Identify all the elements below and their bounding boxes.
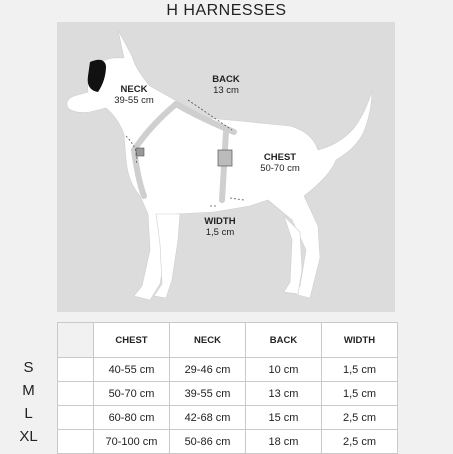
chest-value: 50-70 cm	[260, 163, 300, 174]
width-value: 1,5 cm	[205, 227, 235, 238]
row-spacer	[58, 382, 94, 406]
header-neck: NECK	[170, 323, 246, 358]
cell-neck: 42-68 cm	[170, 406, 246, 430]
size-s: S	[23, 359, 34, 376]
chest-label	[250, 152, 310, 174]
cell-back: 15 cm	[246, 406, 322, 430]
cell-neck: 29-46 cm	[170, 358, 246, 382]
size-table	[57, 322, 398, 454]
chest-title: CHEST	[263, 152, 297, 163]
neck-value: 39-55 cm	[114, 95, 154, 106]
cell-width: 2,5 cm	[322, 406, 398, 430]
cell-chest: 60-80 cm	[94, 406, 170, 430]
header-blank	[58, 323, 94, 358]
row-spacer	[58, 358, 94, 382]
cell-chest: 70-100 cm	[94, 430, 170, 454]
size-column	[0, 356, 57, 448]
cell-back: 18 cm	[246, 430, 322, 454]
harness-clip	[136, 148, 144, 156]
header-width: WIDTH	[322, 323, 398, 358]
cell-chest: 50-70 cm	[94, 382, 170, 406]
back-title: BACK	[212, 74, 240, 85]
header-chest: CHEST	[94, 323, 170, 358]
back-label	[196, 74, 256, 96]
cell-neck: 50-86 cm	[170, 430, 246, 454]
cell-back: 13 cm	[246, 382, 322, 406]
size-table-wrap	[57, 322, 397, 454]
size-m: M	[22, 382, 35, 399]
table-row	[58, 358, 398, 382]
back-value: 13 cm	[213, 85, 239, 96]
table-row	[58, 382, 398, 406]
width-title: WIDTH	[204, 216, 236, 227]
cell-width: 1,5 cm	[322, 358, 398, 382]
cell-chest: 40-55 cm	[94, 358, 170, 382]
row-spacer	[58, 430, 94, 454]
cell-width: 2,5 cm	[322, 430, 398, 454]
cell-width: 1,5 cm	[322, 382, 398, 406]
page-title: H HARNESSES	[166, 2, 287, 19]
table-row	[58, 406, 398, 430]
width-label	[190, 216, 250, 238]
harness-buckle	[218, 150, 232, 166]
size-xl: XL	[19, 428, 38, 445]
table-row	[58, 430, 398, 454]
size-l: L	[24, 405, 33, 422]
cell-back: 10 cm	[246, 358, 322, 382]
table-header-row	[58, 323, 398, 358]
cell-neck: 39-55 cm	[170, 382, 246, 406]
neck-label	[104, 84, 164, 106]
header-back: BACK	[246, 323, 322, 358]
neck-title: NECK	[120, 84, 148, 95]
row-spacer	[58, 406, 94, 430]
